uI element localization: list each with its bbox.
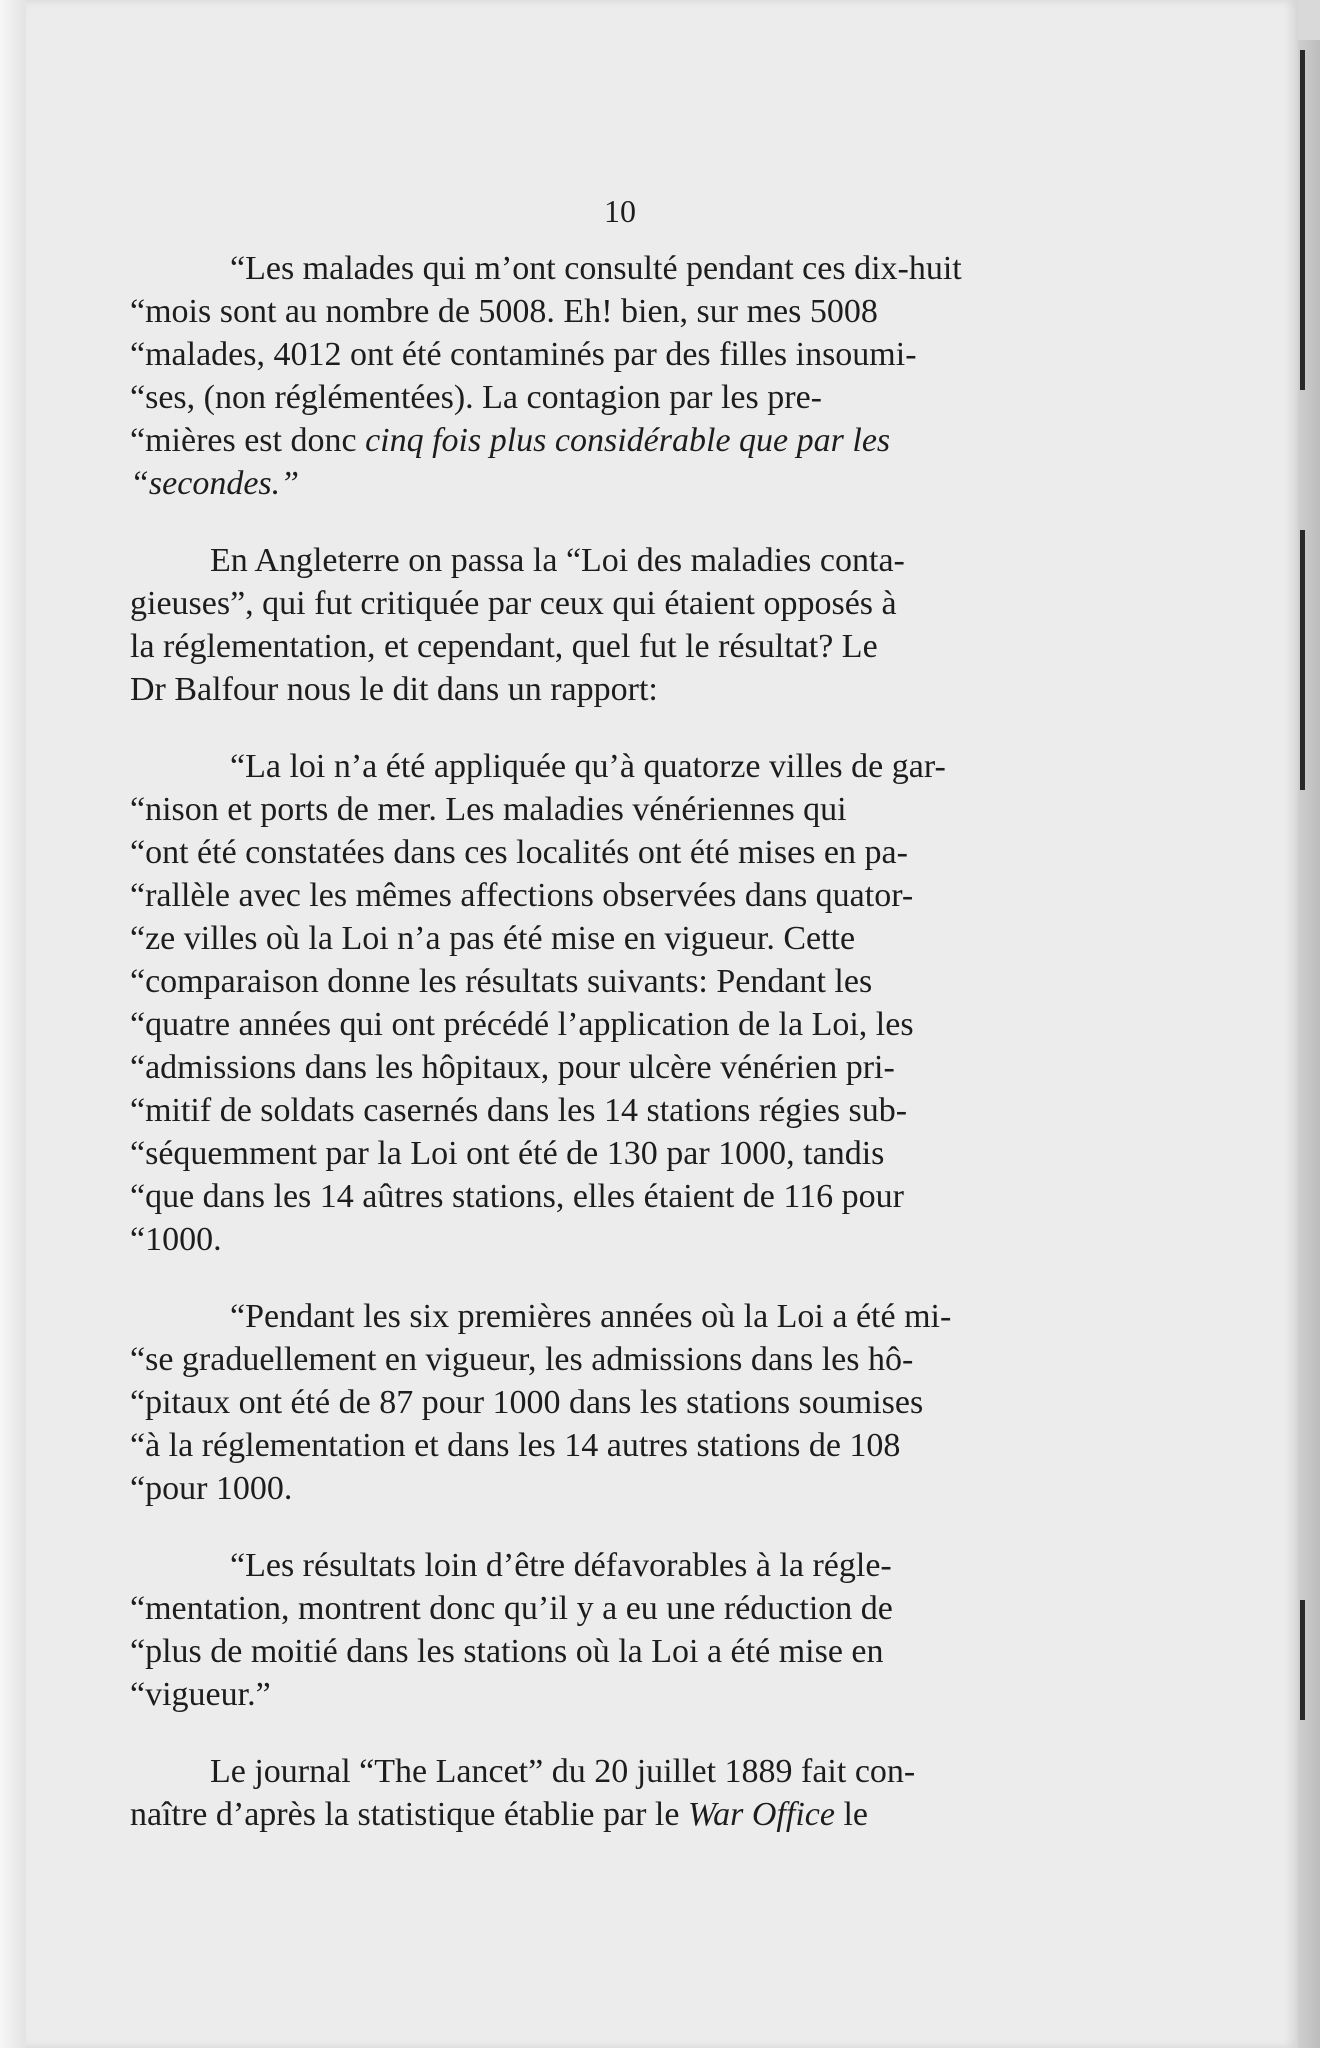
text-line: “nison et ports de mer. Les maladies vénériennes qui [130, 791, 847, 828]
text-line: “Les résultats loin d’être défavorables à la régle- [230, 1547, 892, 1584]
paragraph-quote-3 [130, 1295, 1110, 1510]
text-line [130, 462, 1110, 505]
text-line: “ze villes où la Loi n’a pas été mise en vigueur. Cette [130, 920, 856, 957]
italic-emphasis: War Office [687, 1796, 835, 1833]
page-number: 10 [604, 193, 636, 229]
page-edge-mark [1300, 530, 1305, 790]
text-line: En Angleterre on passa la “Loi des maladies conta- [210, 542, 905, 579]
paragraph-narrative-1 [130, 539, 1110, 711]
page-edge-mark [1300, 50, 1305, 390]
page-edge-mark [1300, 1600, 1305, 1720]
text-line: “ont été constatées dans ces localités ont été mises en pa- [130, 834, 908, 871]
text-line: “La loi n’a été appliquée qu’à quatorze villes de gar- [230, 748, 946, 785]
text-line: gieuses”, qui fut critiquée par ceux qui étaient opposés à [130, 585, 897, 622]
text-line: “que dans les 14 aûtres stations, elles étaient de 116 pour [130, 1178, 904, 1215]
page-text [130, 190, 1110, 1870]
text-line [130, 419, 1110, 462]
text-line: “comparaison donne les résultats suivants: Pendant les [130, 963, 873, 1000]
text-line: “pour 1000. [130, 1470, 293, 1507]
paragraph-narrative-2 [130, 1750, 1110, 1836]
text-line: Le journal “The Lancet” du 20 juillet 1889 fait con- [210, 1753, 916, 1790]
text-fragment: naître d’après la statistique établie par le [130, 1796, 680, 1833]
text-fragment: “mières est donc [130, 422, 357, 459]
text-line: “à la réglementation et dans les 14 autres stations de 108 [130, 1427, 901, 1464]
paragraph-quote-4 [130, 1544, 1110, 1716]
text-line: “Pendant les six premières années où la Loi a été mi- [230, 1298, 952, 1335]
text-line [130, 1793, 1110, 1836]
text-line: Dr Balfour nous le dit dans un rapport: [130, 671, 658, 708]
text-line: “se graduellement en vigueur, les admissions dans les hô- [130, 1341, 914, 1378]
text-line: “admissions dans les hôpitaux, pour ulcère vénérien pri- [130, 1049, 895, 1086]
text-line: “séquemment par la Loi ont été de 130 par 1000, tandis [130, 1135, 885, 1172]
text-fragment: le [843, 1796, 868, 1833]
text-line: “mitif de soldats casernés dans les 14 stations régies sub- [130, 1092, 908, 1129]
text-line: “quatre années qui ont précédé l’application de la Loi, les [130, 1006, 914, 1043]
text-line: “mentation, montrent donc qu’il y a eu une réduction de [130, 1590, 893, 1627]
text-line: la réglementation, et cependant, quel fut le résultat? Le [130, 628, 878, 665]
text-line: “1000. [130, 1221, 222, 1258]
page-left-edge [0, 0, 26, 2048]
text-line: “malades, 4012 ont été contaminés par des filles insoumi- [130, 336, 917, 373]
text-line: “Les malades qui m’ont consulté pendant ces dix-huit [230, 250, 962, 287]
text-line: “vigueur.” [130, 1676, 271, 1713]
text-line: “ses, (non réglémentées). La contagion par les pre- [130, 379, 822, 416]
text-line: “mois sont au nombre de 5008. Eh! bien, sur mes 5008 [130, 293, 878, 330]
text-line: “plus de moitié dans les stations où la Loi a été mise en [130, 1633, 884, 1670]
text-line: “pitaux ont été de 87 pour 1000 dans les stations soumises [130, 1384, 924, 1421]
paragraph-quote-1 [130, 247, 1110, 505]
italic-emphasis: “secondes.” [130, 465, 300, 502]
text-line: “rallèle avec les mêmes affections observées dans quator- [130, 877, 914, 914]
paragraph-quote-2 [130, 745, 1110, 1261]
italic-emphasis: cinq fois plus considérable que par les [365, 422, 891, 459]
